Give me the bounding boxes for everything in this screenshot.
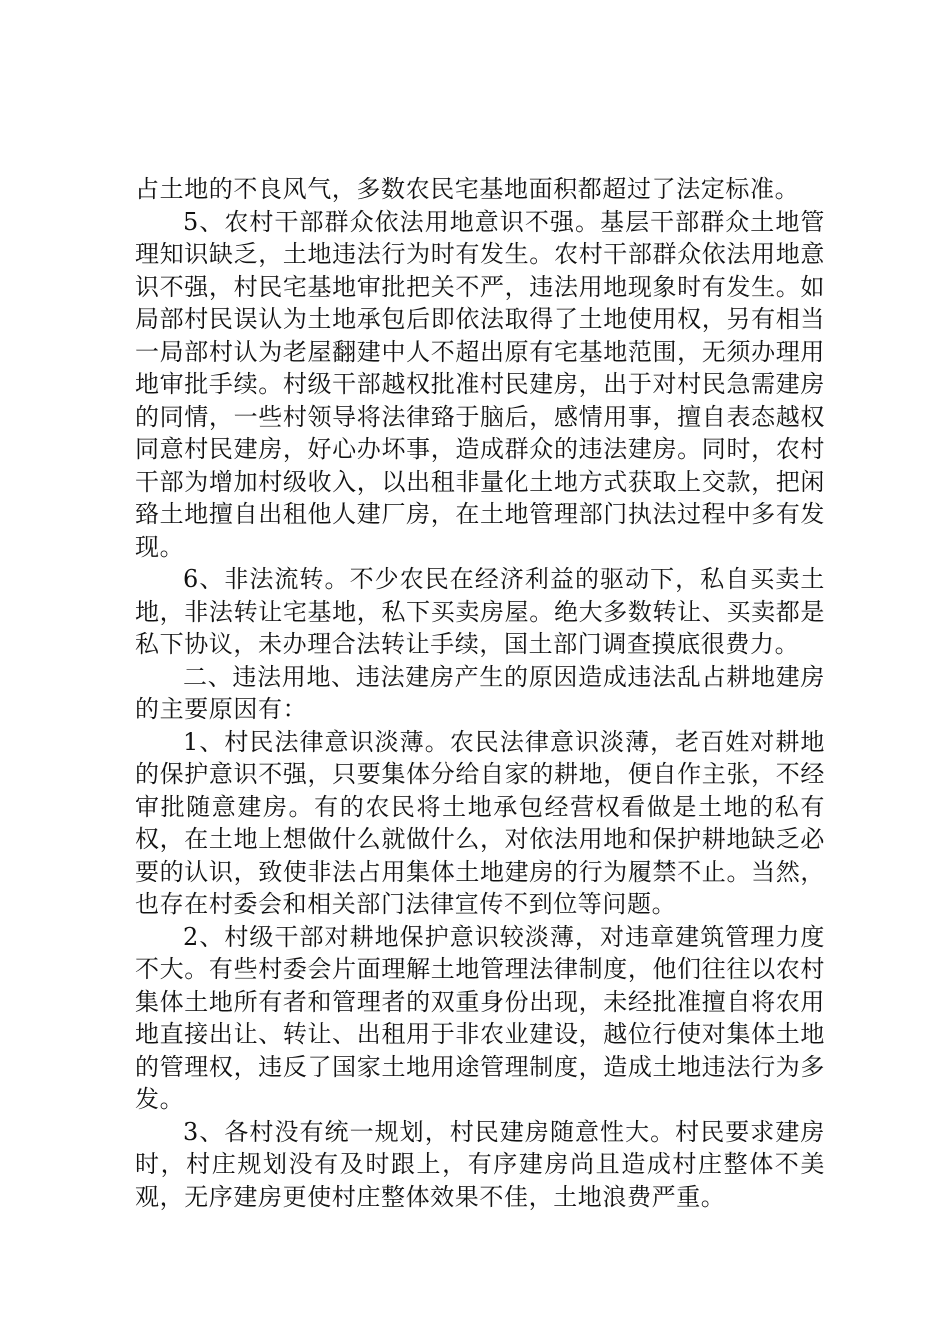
document-body	[135, 173, 825, 1213]
section-heading-2: 二、违法用地、违法建房产生的原因造成违法乱占耕地建房的主要原因有：	[135, 662, 825, 723]
paragraph-item-5: 5、农村干部群众依法用地意识不强。基层干部群众土地管理知识缺乏，土地违法行为时有发生。农村干部群众依法用地意识不强，村民宅基地审批把关不严，违法用地现象时有发生。如局部村民误认为土地承包后即依法取得了土地使用权，另有相当一局部村认为老屋翻建中人不超出原有宅基地范围，无须办理用地审批手续。村级干部越权批准村民建房，出于对村民急需建房的同情，一些村领导将法律臵于脑后，感情用事，擅自表态越权同意村民建房，好心办坏事，造成群众的违法建房。同时，农村干部为增加村级收入，以出租非量化土地方式获取上交款，把闲臵土地擅自出租他人建厂房，在土地管理部门执法过程中多有发现。	[135, 207, 825, 561]
paragraph-reason-3: 3、各村没有统一规划，村民建房随意性大。村民要求建房时，村庄规划没有及时跟上，有序建房尚且造成村庄整体不美观，无序建房更使村庄整体效果不佳，土地浪费严重。	[135, 1117, 825, 1211]
paragraph-reason-2: 2、村级干部对耕地保护意识较淡薄，对违章建筑管理力度不大。有些村委会片面理解土地管理法律制度，他们往往以农村集体土地所有者和管理者的双重身份出现，未经批准擅自将农用地直接出让、转让、出租用于非农业建设，越位行使对集体土地的管理权，违反了国家土地用途管理制度，造成土地违法行为多发。	[135, 922, 825, 1113]
paragraph-item-6: 6、非法流转。不少农民在经济利益的驱动下，私自买卖土地，非法转让宅基地，私下买卖房屋。绝大多数转让、买卖都是私下协议，未办理合法转让手续，国土部门调查摸底很费力。	[135, 565, 825, 658]
paragraph-continuation: 占土地的不良风气，多数农民宅基地面积都超过了法定标准。	[135, 175, 800, 203]
paragraph-reason-1: 1、村民法律意识淡薄。农民法律意识淡薄，老百姓对耕地的保护意识不强，只要集体分给自家的耕地，便自作主张，不经审批随意建房。有的农民将土地承包经营权看做是土地的私有权，在土地上想做什么就做什么，对依法用地和保护耕地缺乏必要的认识，致使非法占用集体土地建房的行为履禁不止。当然，也存在村委会和相关部门法律宣传不到位等问题。	[135, 727, 825, 918]
